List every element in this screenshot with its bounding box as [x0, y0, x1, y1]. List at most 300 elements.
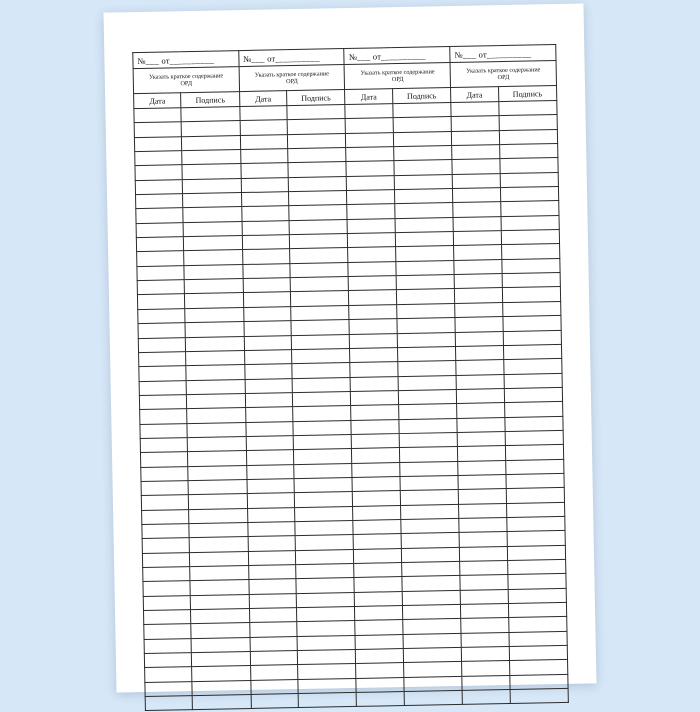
cell-sign[interactable] — [508, 602, 567, 617]
cell-sign[interactable] — [186, 365, 245, 380]
cell-sign[interactable] — [185, 322, 244, 337]
cell-date[interactable] — [460, 589, 508, 604]
cell-date[interactable] — [134, 108, 182, 123]
cell-date[interactable] — [353, 505, 401, 520]
cell-date[interactable] — [457, 388, 505, 403]
cell-sign[interactable] — [189, 494, 248, 509]
cell-sign[interactable] — [509, 674, 568, 689]
cell-sign[interactable] — [402, 576, 461, 591]
cell-sign[interactable] — [184, 264, 243, 279]
cell-date[interactable] — [140, 438, 188, 453]
cell-sign[interactable] — [499, 115, 558, 130]
cell-sign[interactable] — [504, 373, 563, 388]
cell-date[interactable] — [356, 677, 404, 692]
cell-date[interactable] — [349, 319, 397, 334]
cell-sign[interactable] — [188, 479, 247, 494]
cell-sign[interactable] — [291, 305, 350, 320]
cell-date[interactable] — [242, 220, 290, 235]
cell-date[interactable] — [143, 581, 191, 596]
cell-sign[interactable] — [504, 402, 563, 417]
cell-sign[interactable] — [505, 430, 564, 445]
cell-sign[interactable] — [500, 187, 559, 202]
cell-sign[interactable] — [191, 637, 250, 652]
cell-date[interactable] — [349, 290, 397, 305]
cell-date[interactable] — [141, 466, 189, 481]
cell-sign[interactable] — [187, 393, 246, 408]
cell-date[interactable] — [457, 403, 505, 418]
cell-date[interactable] — [355, 634, 403, 649]
cell-date[interactable] — [145, 681, 193, 696]
cell-sign[interactable] — [397, 346, 456, 361]
cell-sign[interactable] — [509, 631, 568, 646]
cell-sign[interactable] — [398, 361, 457, 376]
cell-date[interactable] — [246, 421, 294, 436]
cell-sign[interactable] — [509, 645, 568, 660]
cell-date[interactable] — [350, 333, 398, 348]
cell-sign[interactable] — [399, 418, 458, 433]
cell-date[interactable] — [354, 563, 402, 578]
cell-date[interactable] — [455, 302, 503, 317]
cell-sign[interactable] — [398, 375, 457, 390]
cell-sign[interactable] — [499, 158, 558, 173]
cell-date[interactable] — [136, 194, 184, 209]
cell-date[interactable] — [349, 276, 397, 291]
cell-date[interactable] — [247, 507, 295, 522]
cell-date[interactable] — [250, 665, 298, 680]
cell-date[interactable] — [244, 335, 292, 350]
cell-sign[interactable] — [189, 537, 248, 552]
cell-date[interactable] — [241, 177, 289, 192]
cell-sign[interactable] — [501, 244, 560, 259]
cell-sign[interactable] — [501, 215, 560, 230]
cell-date[interactable] — [457, 431, 505, 446]
cell-sign[interactable] — [192, 652, 251, 667]
cell-date[interactable] — [137, 294, 185, 309]
cell-date[interactable] — [243, 306, 291, 321]
cell-date[interactable] — [245, 407, 293, 422]
cell-date[interactable] — [451, 102, 499, 117]
cell-sign[interactable] — [182, 164, 241, 179]
cell-date[interactable] — [136, 208, 184, 223]
cell-date[interactable] — [346, 161, 394, 176]
cell-sign[interactable] — [183, 221, 242, 236]
cell-sign[interactable] — [295, 506, 354, 521]
cell-date[interactable] — [142, 509, 190, 524]
cell-date[interactable] — [249, 579, 297, 594]
cell-date[interactable] — [352, 448, 400, 463]
cell-sign[interactable] — [293, 406, 352, 421]
cell-date[interactable] — [462, 675, 510, 690]
cell-date[interactable] — [456, 360, 504, 375]
cell-date[interactable] — [140, 423, 188, 438]
cell-sign[interactable] — [396, 260, 455, 275]
cell-sign[interactable] — [504, 416, 563, 431]
cell-date[interactable] — [244, 349, 292, 364]
cell-date[interactable] — [248, 565, 296, 580]
cell-sign[interactable] — [502, 273, 561, 288]
cell-sign[interactable] — [192, 666, 251, 681]
cell-date[interactable] — [241, 163, 289, 178]
cell-sign[interactable] — [298, 664, 357, 679]
cell-date[interactable] — [248, 522, 296, 537]
cell-sign[interactable] — [403, 647, 462, 662]
cell-sign[interactable] — [295, 549, 354, 564]
cell-sign[interactable] — [507, 531, 566, 546]
cell-date[interactable] — [452, 145, 500, 160]
cell-date[interactable] — [138, 337, 186, 352]
cell-sign[interactable] — [294, 492, 353, 507]
cell-date[interactable] — [145, 696, 193, 711]
cell-sign[interactable] — [289, 234, 348, 249]
cell-sign[interactable] — [393, 131, 452, 146]
cell-sign[interactable] — [508, 588, 567, 603]
cell-date[interactable] — [354, 548, 402, 563]
cell-sign[interactable] — [395, 203, 454, 218]
cell-sign[interactable] — [296, 563, 355, 578]
cell-date[interactable] — [347, 218, 395, 233]
cell-date[interactable] — [251, 679, 299, 694]
cell-sign[interactable] — [291, 320, 350, 335]
cell-sign[interactable] — [184, 236, 243, 251]
cell-date[interactable] — [346, 147, 394, 162]
cell-date[interactable] — [136, 222, 184, 237]
cell-date[interactable] — [355, 591, 403, 606]
cell-sign[interactable] — [189, 522, 248, 537]
cell-date[interactable] — [453, 231, 501, 246]
cell-sign[interactable] — [185, 279, 244, 294]
cell-date[interactable] — [135, 151, 183, 166]
cell-sign[interactable] — [191, 609, 250, 624]
cell-sign[interactable] — [289, 191, 348, 206]
cell-date[interactable] — [347, 190, 395, 205]
cell-sign[interactable] — [505, 445, 564, 460]
cell-sign[interactable] — [192, 680, 251, 695]
cell-date[interactable] — [452, 173, 500, 188]
cell-date[interactable] — [455, 317, 503, 332]
cell-date[interactable] — [141, 495, 189, 510]
cell-sign[interactable] — [401, 561, 460, 576]
cell-date[interactable] — [459, 532, 507, 547]
cell-date[interactable] — [144, 638, 192, 653]
cell-sign[interactable] — [400, 504, 459, 519]
cell-sign[interactable] — [400, 490, 459, 505]
cell-date[interactable] — [460, 546, 508, 561]
cell-date[interactable] — [454, 274, 502, 289]
cell-date[interactable] — [353, 491, 401, 506]
cell-date[interactable] — [137, 280, 185, 295]
cell-sign[interactable] — [193, 695, 252, 710]
cell-date[interactable] — [140, 409, 188, 424]
cell-date[interactable] — [135, 165, 183, 180]
cell-date[interactable] — [455, 331, 503, 346]
cell-date[interactable] — [346, 118, 394, 133]
cell-date[interactable] — [353, 520, 401, 535]
cell-sign[interactable] — [293, 420, 352, 435]
cell-sign[interactable] — [394, 160, 453, 175]
cell-sign[interactable] — [294, 463, 353, 478]
cell-date[interactable] — [240, 106, 288, 121]
cell-sign[interactable] — [507, 574, 566, 589]
cell-date[interactable] — [461, 604, 509, 619]
cell-sign[interactable] — [186, 379, 245, 394]
cell-date[interactable] — [247, 479, 295, 494]
cell-date[interactable] — [248, 550, 296, 565]
cell-sign[interactable] — [183, 207, 242, 222]
cell-sign[interactable] — [290, 262, 349, 277]
cell-sign[interactable] — [403, 662, 462, 677]
cell-sign[interactable] — [397, 303, 456, 318]
cell-sign[interactable] — [393, 103, 452, 118]
cell-date[interactable] — [453, 216, 501, 231]
cell-sign[interactable] — [393, 146, 452, 161]
cell-date[interactable] — [351, 376, 399, 391]
cell-sign[interactable] — [501, 230, 560, 245]
cell-sign[interactable] — [182, 121, 241, 136]
cell-date[interactable] — [243, 292, 291, 307]
cell-sign[interactable] — [190, 580, 249, 595]
cell-sign[interactable] — [294, 477, 353, 492]
cell-date[interactable] — [137, 251, 185, 266]
cell-sign[interactable] — [501, 258, 560, 273]
cell-sign[interactable] — [398, 389, 457, 404]
cell-date[interactable] — [242, 235, 290, 250]
cell-sign[interactable] — [502, 301, 561, 316]
cell-sign[interactable] — [190, 565, 249, 580]
cell-date[interactable] — [141, 481, 189, 496]
cell-sign[interactable] — [508, 617, 567, 632]
cell-sign[interactable] — [398, 404, 457, 419]
cell-sign[interactable] — [500, 201, 559, 216]
cell-date[interactable] — [244, 321, 292, 336]
cell-date[interactable] — [452, 159, 500, 174]
cell-date[interactable] — [249, 593, 297, 608]
cell-date[interactable] — [346, 132, 394, 147]
cell-date[interactable] — [456, 374, 504, 389]
cell-date[interactable] — [452, 130, 500, 145]
cell-sign[interactable] — [186, 350, 245, 365]
cell-sign[interactable] — [288, 148, 347, 163]
cell-date[interactable] — [143, 567, 191, 582]
cell-date[interactable] — [461, 632, 509, 647]
cell-sign[interactable] — [292, 363, 351, 378]
cell-sign[interactable] — [506, 516, 565, 531]
cell-date[interactable] — [240, 134, 288, 149]
cell-sign[interactable] — [503, 344, 562, 359]
cell-date[interactable] — [249, 622, 297, 637]
cell-date[interactable] — [348, 247, 396, 262]
cell-sign[interactable] — [401, 533, 460, 548]
cell-sign[interactable] — [189, 508, 248, 523]
cell-sign[interactable] — [509, 660, 568, 675]
cell-date[interactable] — [246, 464, 294, 479]
cell-date[interactable] — [142, 524, 190, 539]
cell-date[interactable] — [242, 249, 290, 264]
cell-date[interactable] — [355, 606, 403, 621]
cell-sign[interactable] — [503, 359, 562, 374]
cell-date[interactable] — [454, 259, 502, 274]
cell-date[interactable] — [456, 345, 504, 360]
cell-date[interactable] — [135, 179, 183, 194]
cell-sign[interactable] — [289, 205, 348, 220]
cell-date[interactable] — [349, 304, 397, 319]
cell-sign[interactable] — [293, 434, 352, 449]
cell-date[interactable] — [351, 390, 399, 405]
cell-sign[interactable] — [506, 502, 565, 517]
cell-date[interactable] — [246, 436, 294, 451]
cell-sign[interactable] — [287, 105, 346, 120]
cell-date[interactable] — [251, 694, 299, 709]
cell-sign[interactable] — [507, 559, 566, 574]
cell-sign[interactable] — [187, 408, 246, 423]
cell-date[interactable] — [451, 116, 499, 131]
cell-date[interactable] — [462, 690, 510, 705]
cell-sign[interactable] — [290, 248, 349, 263]
cell-sign[interactable] — [402, 590, 461, 605]
cell-date[interactable] — [250, 636, 298, 651]
cell-date[interactable] — [348, 261, 396, 276]
cell-date[interactable] — [243, 278, 291, 293]
cell-date[interactable] — [458, 474, 506, 489]
cell-sign[interactable] — [287, 133, 346, 148]
cell-date[interactable] — [143, 595, 191, 610]
cell-date[interactable] — [455, 288, 503, 303]
cell-date[interactable] — [356, 663, 404, 678]
cell-date[interactable] — [356, 649, 404, 664]
cell-sign[interactable] — [502, 287, 561, 302]
cell-date[interactable] — [357, 692, 405, 707]
cell-sign[interactable] — [188, 465, 247, 480]
cell-date[interactable] — [139, 380, 187, 395]
cell-date[interactable] — [462, 661, 510, 676]
cell-sign[interactable] — [395, 246, 454, 261]
cell-date[interactable] — [243, 263, 291, 278]
cell-sign[interactable] — [185, 293, 244, 308]
cell-sign[interactable] — [296, 578, 355, 593]
cell-sign[interactable] — [298, 678, 357, 693]
cell-sign[interactable] — [290, 277, 349, 292]
cell-date[interactable] — [134, 122, 182, 137]
cell-sign[interactable] — [191, 594, 250, 609]
cell-date[interactable] — [453, 202, 501, 217]
cell-date[interactable] — [348, 233, 396, 248]
cell-sign[interactable] — [394, 189, 453, 204]
cell-sign[interactable] — [296, 592, 355, 607]
cell-date[interactable] — [137, 265, 185, 280]
cell-sign[interactable] — [403, 633, 462, 648]
cell-date[interactable] — [136, 237, 184, 252]
cell-sign[interactable] — [287, 119, 346, 134]
cell-sign[interactable] — [399, 432, 458, 447]
cell-date[interactable] — [347, 175, 395, 190]
cell-date[interactable] — [350, 362, 398, 377]
cell-sign[interactable] — [505, 459, 564, 474]
cell-date[interactable] — [461, 618, 509, 633]
cell-date[interactable] — [134, 136, 182, 151]
cell-sign[interactable] — [402, 604, 461, 619]
cell-sign[interactable] — [499, 129, 558, 144]
cell-sign[interactable] — [401, 518, 460, 533]
cell-date[interactable] — [245, 378, 293, 393]
cell-date[interactable] — [351, 419, 399, 434]
cell-sign[interactable] — [404, 676, 463, 691]
cell-date[interactable] — [139, 395, 187, 410]
cell-date[interactable] — [250, 651, 298, 666]
cell-date[interactable] — [351, 405, 399, 420]
cell-date[interactable] — [140, 452, 188, 467]
cell-date[interactable] — [459, 503, 507, 518]
cell-sign[interactable] — [401, 547, 460, 562]
cell-sign[interactable] — [397, 332, 456, 347]
cell-sign[interactable] — [506, 473, 565, 488]
cell-sign[interactable] — [182, 150, 241, 165]
cell-sign[interactable] — [510, 688, 569, 703]
cell-date[interactable] — [240, 149, 288, 164]
cell-date[interactable] — [352, 433, 400, 448]
cell-sign[interactable] — [297, 650, 356, 665]
cell-sign[interactable] — [500, 172, 559, 187]
cell-date[interactable] — [144, 610, 192, 625]
cell-sign[interactable] — [186, 336, 245, 351]
cell-sign[interactable] — [182, 135, 241, 150]
cell-sign[interactable] — [399, 447, 458, 462]
cell-sign[interactable] — [288, 176, 347, 191]
cell-date[interactable] — [139, 366, 187, 381]
cell-date[interactable] — [142, 538, 190, 553]
cell-sign[interactable] — [297, 621, 356, 636]
cell-date[interactable] — [142, 552, 190, 567]
cell-date[interactable] — [460, 575, 508, 590]
cell-sign[interactable] — [190, 551, 249, 566]
cell-sign[interactable] — [292, 391, 351, 406]
cell-sign[interactable] — [295, 535, 354, 550]
cell-sign[interactable] — [295, 520, 354, 535]
cell-date[interactable] — [460, 561, 508, 576]
cell-date[interactable] — [354, 534, 402, 549]
cell-date[interactable] — [249, 608, 297, 623]
cell-sign[interactable] — [506, 488, 565, 503]
cell-sign[interactable] — [191, 623, 250, 638]
cell-date[interactable] — [138, 308, 186, 323]
cell-date[interactable] — [145, 667, 193, 682]
cell-date[interactable] — [458, 446, 506, 461]
cell-sign[interactable] — [395, 232, 454, 247]
cell-date[interactable] — [454, 245, 502, 260]
cell-sign[interactable] — [288, 162, 347, 177]
cell-date[interactable] — [355, 620, 403, 635]
cell-sign[interactable] — [183, 193, 242, 208]
cell-date[interactable] — [459, 517, 507, 532]
cell-date[interactable] — [245, 364, 293, 379]
cell-date[interactable] — [240, 120, 288, 135]
cell-date[interactable] — [242, 206, 290, 221]
cell-sign[interactable] — [183, 178, 242, 193]
cell-date[interactable] — [453, 188, 501, 203]
cell-sign[interactable] — [181, 107, 240, 122]
cell-date[interactable] — [139, 351, 187, 366]
cell-date[interactable] — [461, 647, 509, 662]
cell-sign[interactable] — [393, 117, 452, 132]
cell-date[interactable] — [248, 536, 296, 551]
cell-date[interactable] — [246, 450, 294, 465]
cell-sign[interactable] — [294, 449, 353, 464]
cell-sign[interactable] — [188, 436, 247, 451]
cell-date[interactable] — [458, 460, 506, 475]
cell-date[interactable] — [247, 493, 295, 508]
cell-sign[interactable] — [400, 475, 459, 490]
cell-date[interactable] — [345, 104, 393, 119]
cell-sign[interactable] — [289, 219, 348, 234]
cell-sign[interactable] — [397, 318, 456, 333]
